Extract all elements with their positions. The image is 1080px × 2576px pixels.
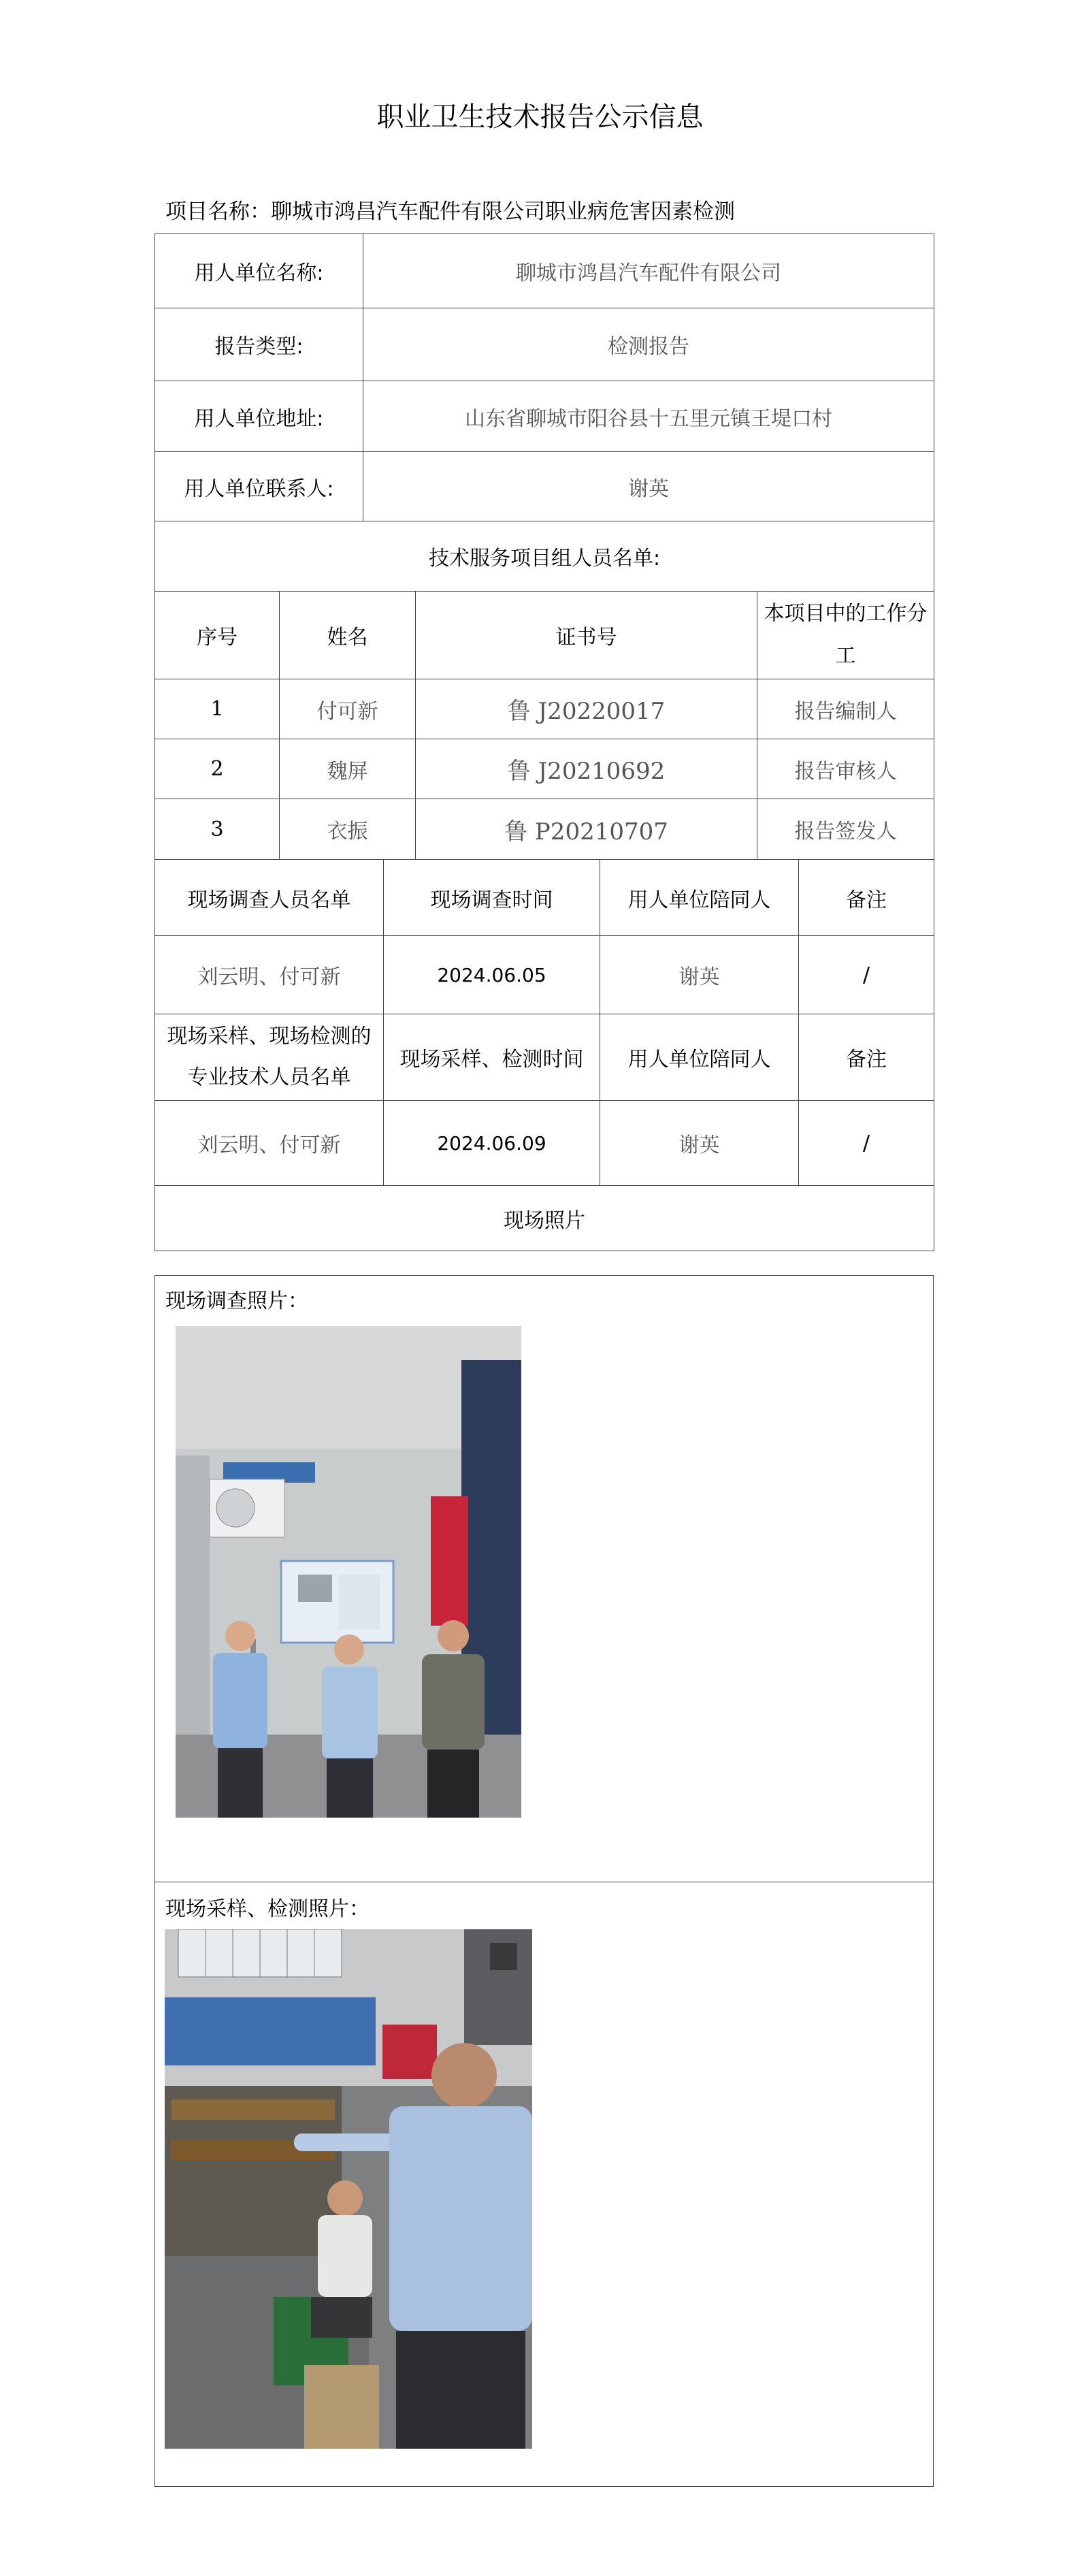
- sampling-header-remark: 备注: [799, 1014, 934, 1101]
- unit-name-label: 用人单位名称:: [155, 234, 363, 308]
- team-row-2-cert: 鲁 J20210692: [416, 739, 757, 799]
- team-row-1-role: 报告编制人: [757, 679, 934, 739]
- info-table: [154, 234, 934, 521]
- survey-photo: [176, 1326, 521, 1818]
- survey-header-escort: 用人单位陪同人: [600, 860, 799, 936]
- photos-box: [154, 1275, 934, 2487]
- team-row-3-no: 3: [155, 799, 280, 860]
- team-row-3-name: 衣振: [280, 799, 416, 860]
- address-label: 用人单位地址:: [155, 381, 363, 452]
- team-header-role: 本项目中的工作分工: [757, 592, 934, 679]
- address-value: 山东省聊城市阳谷县十五里元镇王堤口村: [363, 381, 934, 452]
- sampling-staff: 刘云明、付可新: [155, 1101, 384, 1186]
- survey-header-staff: 现场调查人员名单: [155, 860, 384, 936]
- team-row-2-role: 报告审核人: [757, 739, 934, 799]
- survey-date: 2024.06.05: [384, 936, 600, 1014]
- sampling-date: 2024.06.09: [384, 1101, 600, 1186]
- team-header-name: 姓名: [280, 592, 416, 679]
- team-row-1-no: 1: [155, 679, 280, 739]
- photos-heading: 现场照片: [155, 1186, 934, 1251]
- team-table: [154, 521, 934, 860]
- sampling-remark: /: [799, 1101, 934, 1186]
- sampling-header-escort: 用人单位陪同人: [600, 1014, 799, 1101]
- team-header-cert: 证书号: [416, 592, 757, 679]
- survey-remark: /: [799, 936, 934, 1014]
- sampling-escort: 谢英: [600, 1101, 799, 1186]
- team-row-3-cert: 鲁 P20210707: [416, 799, 757, 860]
- report-type-value: 检测报告: [363, 308, 934, 381]
- team-row-1-name: 付可新: [280, 679, 416, 739]
- sampling-header-staff: 现场采样、现场检测的专业技术人员名单: [155, 1014, 384, 1101]
- contact-value: 谢英: [363, 452, 934, 521]
- contact-label: 用人单位联系人:: [155, 452, 363, 521]
- team-heading: 技术服务项目组人员名单:: [155, 521, 934, 592]
- team-header-no: 序号: [155, 592, 280, 679]
- photo2-label: 现场采样、检测照片：: [165, 1897, 370, 1921]
- survey-table: [154, 859, 934, 1251]
- team-row-2-no: 2: [155, 739, 280, 799]
- project-name: 项目名称：聊城市鸿昌汽车配件有限公司职业病危害因素检测: [165, 199, 735, 224]
- photo1-label: 现场调查照片：: [165, 1289, 308, 1313]
- report-type-label: 报告类型:: [155, 308, 363, 381]
- team-row-3-role: 报告签发人: [757, 799, 934, 860]
- sampling-photo: [165, 1929, 532, 2449]
- page-title: 职业卫生技术报告公示信息: [376, 101, 704, 133]
- unit-name-value: 聊城市鸿昌汽车配件有限公司: [363, 234, 934, 308]
- survey-header-time: 现场调查时间: [384, 860, 600, 936]
- survey-header-remark: 备注: [799, 860, 934, 936]
- sampling-header-time: 现场采样、检测时间: [384, 1014, 600, 1101]
- survey-staff: 刘云明、付可新: [155, 936, 384, 1014]
- survey-escort: 谢英: [600, 936, 799, 1014]
- team-row-1-cert: 鲁 J20220017: [416, 679, 757, 739]
- team-row-2-name: 魏屏: [280, 739, 416, 799]
